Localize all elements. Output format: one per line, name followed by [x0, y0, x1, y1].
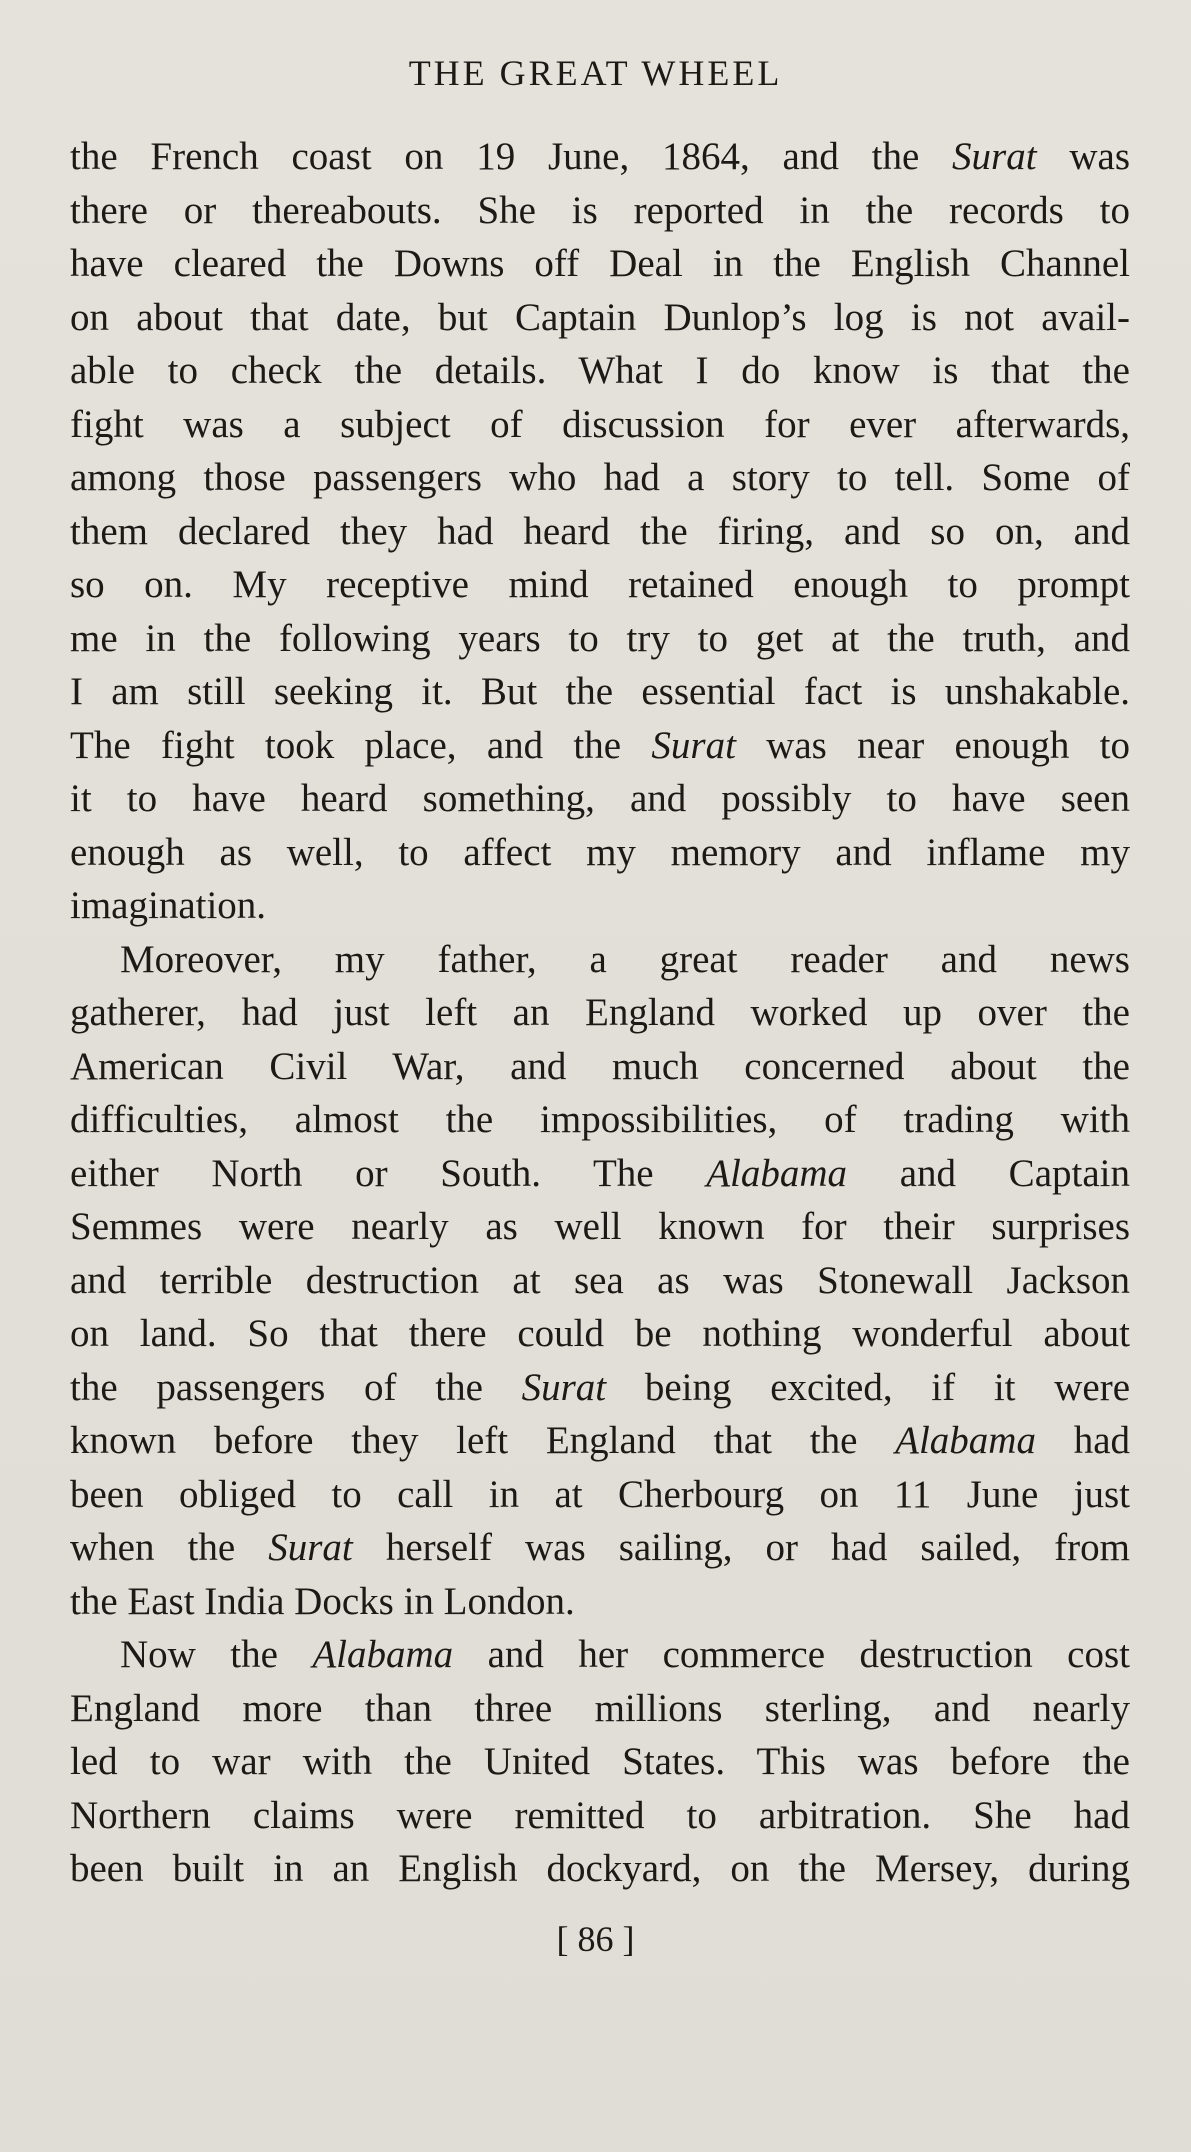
text-line [70, 772, 1130, 826]
italic-ship-name: Alabama [895, 1419, 1036, 1462]
text-line [70, 1147, 1130, 1201]
text-line [70, 505, 1130, 559]
text-segment: the East India Docks in London. [70, 1579, 575, 1623]
text-line [70, 1040, 1130, 1094]
text-segment: when the [70, 1526, 269, 1569]
text-segment: being excited, if it were [606, 1365, 1131, 1409]
text-segment: on land. So that there could be nothing wonderful about [70, 1312, 1130, 1355]
italic-ship-name: Surat [952, 135, 1037, 178]
text-segment: been obliged to call in at Cherbourg on 11 June just [70, 1472, 1130, 1516]
text-line [70, 1200, 1130, 1254]
text-line [70, 933, 1130, 987]
text-segment: have cleared the Downs off Deal in the English Channel [70, 242, 1130, 285]
text-line [70, 1093, 1130, 1147]
text-segment: herself was sailing, or had sailed, from [352, 1526, 1130, 1569]
text-line [70, 130, 1130, 184]
text-line [70, 1414, 1130, 1468]
text-segment: led to war with the United States. This was before the [70, 1740, 1130, 1783]
italic-ship-name: Surat [268, 1526, 353, 1569]
text-segment: difficulties, almost the impossibilities, of trading with [70, 1098, 1130, 1141]
text-segment: enough as well, to affect my memory and inflame my [70, 830, 1130, 874]
text-line [70, 398, 1130, 452]
text-segment: the French coast on 19 June, 1864, and the [70, 135, 953, 178]
text-line [70, 1682, 1130, 1736]
text-segment: me in the following years to try to get at the truth, and [70, 616, 1130, 660]
page-number: [ 86 ] [556, 1919, 635, 1959]
text-line [70, 879, 1130, 933]
text-segment: the passengers of the [70, 1365, 522, 1409]
text-segment: so on. My receptive mind retained enough to prompt [70, 563, 1130, 606]
text-segment: them declared they had heard the firing, and so on, and [70, 509, 1130, 553]
text-segment: had [1035, 1419, 1130, 1462]
text-segment: Semmes were nearly as well known for their surprises [70, 1205, 1130, 1248]
text-line [70, 1468, 1130, 1522]
text-line [70, 665, 1130, 719]
text-segment: was [1036, 135, 1130, 178]
text-line [70, 1307, 1130, 1361]
text-segment: on about that date, but Captain Dunlop’s log is not avail- [70, 295, 1130, 339]
text-line [70, 1361, 1130, 1415]
text-segment: The fight took place, and the [70, 723, 652, 767]
text-line [70, 612, 1130, 666]
text-line [70, 986, 1130, 1040]
text-segment: either North or South. The [70, 1151, 707, 1195]
text-line [70, 1254, 1130, 1308]
text-segment: gatherer, had just left an England worked up over the [70, 991, 1130, 1034]
text-segment: American Civil War, and much concerned about the [70, 1044, 1130, 1088]
text-segment: and Captain [847, 1151, 1130, 1195]
text-line [70, 291, 1130, 345]
text-segment: Northern claims were remitted to arbitration. She had [70, 1793, 1130, 1837]
text-line [70, 1789, 1130, 1843]
text-line [70, 1521, 1130, 1575]
text-line [70, 237, 1130, 291]
text-line [70, 344, 1130, 398]
italic-ship-name: Alabama [706, 1151, 848, 1195]
text-segment: Moreover, my father, a great reader and news [120, 937, 1130, 981]
text-line [70, 719, 1130, 773]
text-line [70, 826, 1130, 880]
text-line [70, 184, 1130, 238]
text-line [70, 451, 1130, 505]
text-segment: was near enough to [735, 723, 1130, 767]
body-text [70, 130, 1130, 1896]
text-segment: and her commerce destruction cost [453, 1633, 1130, 1676]
italic-ship-name: Surat [651, 723, 736, 767]
text-segment: it to have heard something, and possibly to have seen [70, 777, 1130, 820]
italic-ship-name: Surat [521, 1365, 607, 1409]
text-segment: been built in an English dockyard, on the Mersey, during [70, 1847, 1130, 1890]
text-segment: Now the [120, 1633, 313, 1676]
text-line [70, 1628, 1130, 1682]
text-segment: I am still seeking it. But the essential fact is unshakable. [70, 670, 1130, 713]
text-segment: imagination. [70, 884, 267, 927]
text-segment: known before they left England that the [70, 1419, 896, 1462]
text-line [70, 558, 1130, 612]
text-line [70, 1842, 1130, 1896]
italic-ship-name: Alabama [312, 1633, 454, 1676]
text-line [70, 1575, 1130, 1629]
text-segment: England more than three millions sterling, and nearly [70, 1686, 1130, 1730]
text-line [70, 1735, 1130, 1789]
text-segment: able to check the details. What I do know is that the [70, 349, 1130, 392]
running-head-title: THE GREAT WHEEL [408, 53, 783, 93]
text-segment: fight was a subject of discussion for ever afterwards, [70, 402, 1130, 446]
text-segment: and terrible destruction at sea as was Stonewall Jackson [70, 1258, 1130, 1302]
text-segment: there or thereabouts. She is reported in the records to [70, 188, 1130, 232]
text-segment: among those passengers who had a story to tell. Some of [70, 456, 1130, 499]
